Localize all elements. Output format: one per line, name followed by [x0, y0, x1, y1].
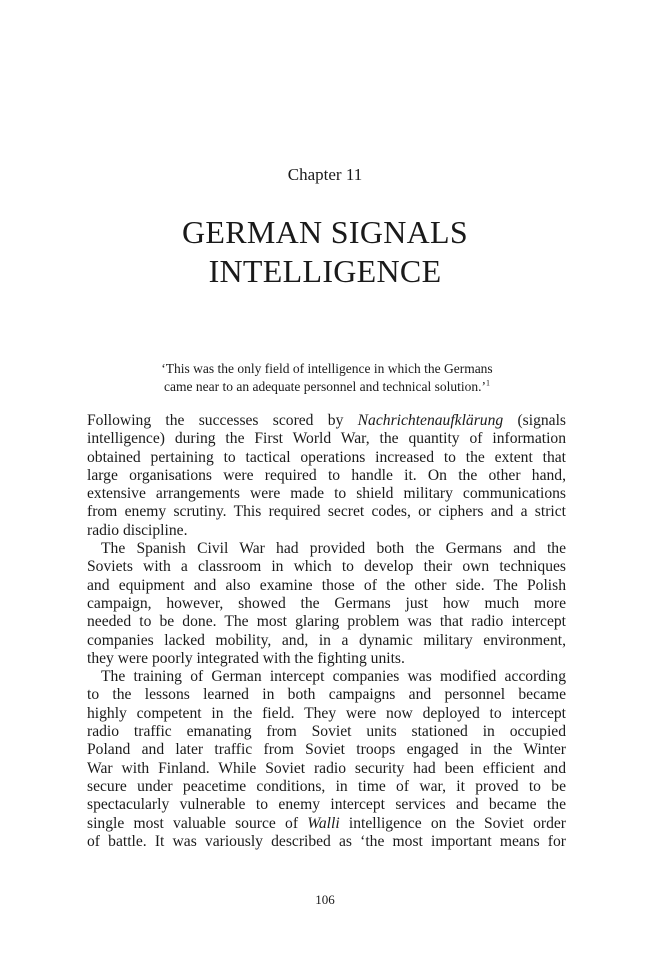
body-line [87, 668, 566, 686]
body-line [87, 741, 566, 759]
body-text [87, 412, 566, 851]
footnote-marker: 1 [486, 378, 490, 388]
body-line [87, 485, 566, 503]
body-text-segment: needed to be done. The most glaring problem was that radio intercept [87, 613, 566, 631]
body-text-segment: companies lacked mobility, and, in a dynamic military environment, [87, 631, 566, 649]
body-line [87, 430, 566, 448]
body-line [87, 412, 566, 430]
body-text-segment: campaign, however, showed the Germans just how much more [87, 594, 566, 612]
body-text-segment: single most valuable source of [87, 814, 308, 832]
body-line [87, 705, 566, 723]
body-line [87, 760, 566, 778]
body-line [87, 503, 566, 521]
body-line [87, 467, 566, 485]
body-line [87, 595, 566, 613]
chapter-title-line: INTELLIGENCE [208, 253, 442, 289]
body-text-segment: of battle. It was variously described as ‘the most important means for [87, 832, 566, 850]
body-text-segment: large organisations were required to handle it. On the other hand, [87, 466, 566, 484]
body-text-segment: intelligence) during the First World War, the quantity of information [87, 430, 566, 448]
body-line [87, 650, 566, 668]
body-text-segment: radio discipline. [87, 521, 188, 539]
chapter-label: Chapter 11 [287, 165, 363, 184]
body-text-segment: Poland and later traffic from Soviet troops engaged in the Winter [87, 741, 566, 759]
body-text-segment: they were poorly integrated with the fighting units. [87, 649, 405, 667]
body-line [87, 522, 566, 540]
epigraph [122, 360, 532, 396]
body-text-segment: from enemy scrutiny. This required secret codes, or ciphers and a strict [87, 503, 566, 521]
epigraph-line [122, 378, 532, 396]
body-text-segment: obtained pertaining to tactical operations increased to the extent that [87, 448, 566, 466]
body-line [87, 577, 566, 595]
body-text-segment: and equipment and also examine those of the other side. The Polish [87, 576, 566, 594]
body-text-segment: to the lessons learned in both campaigns and personnel became [87, 686, 566, 704]
body-text-segment: (signals [503, 412, 566, 429]
body-line [87, 449, 566, 467]
body-text-segment: Soviets with a classroom in which to develop their own techniques [87, 558, 566, 576]
body-line [87, 778, 566, 796]
body-line [87, 686, 566, 704]
body-line [87, 540, 566, 558]
body-line [87, 815, 566, 833]
body-line [87, 558, 566, 576]
body-line [87, 833, 566, 851]
body-text-segment: The Spanish Civil War had provided both the Germans and the [101, 540, 566, 558]
italic-term: Walli [307, 814, 340, 832]
body-text-segment: The training of German intercept companies was modified according [101, 668, 566, 686]
body-text-segment: spectacularly vulnerable to enemy intercept services and became the [87, 796, 566, 814]
epigraph-line: ‘This was the only field of intelligence in which the Germans [161, 361, 493, 376]
epigraph-line-text: came near to an adequate personnel and technical solution.’ [164, 379, 486, 394]
italic-term: Nachrichtenaufklärung [357, 412, 504, 429]
body-text-segment: secure under peacetime conditions, in time of war, it proved to be [87, 777, 566, 795]
body-line [87, 613, 566, 631]
chapter-title [0, 213, 650, 291]
body-line [87, 796, 566, 814]
body-text-segment: highly competent in the field. They were now deployed to intercept [87, 704, 566, 722]
body-text-segment: Following the successes scored by [87, 412, 358, 429]
chapter-title-line: GERMAN SIGNALS [182, 214, 468, 250]
body-text-segment: radio traffic emanating from Soviet units stationed in occupied [87, 723, 566, 741]
body-line [87, 632, 566, 650]
body-text-segment: War with Finland. While Soviet radio security had been efficient and [87, 759, 566, 777]
body-text-segment: intelligence on the Soviet order [339, 814, 566, 832]
body-text-segment: extensive arrangements were made to shield military communications [87, 485, 566, 503]
page-number: 106 [315, 892, 335, 907]
body-line [87, 723, 566, 741]
